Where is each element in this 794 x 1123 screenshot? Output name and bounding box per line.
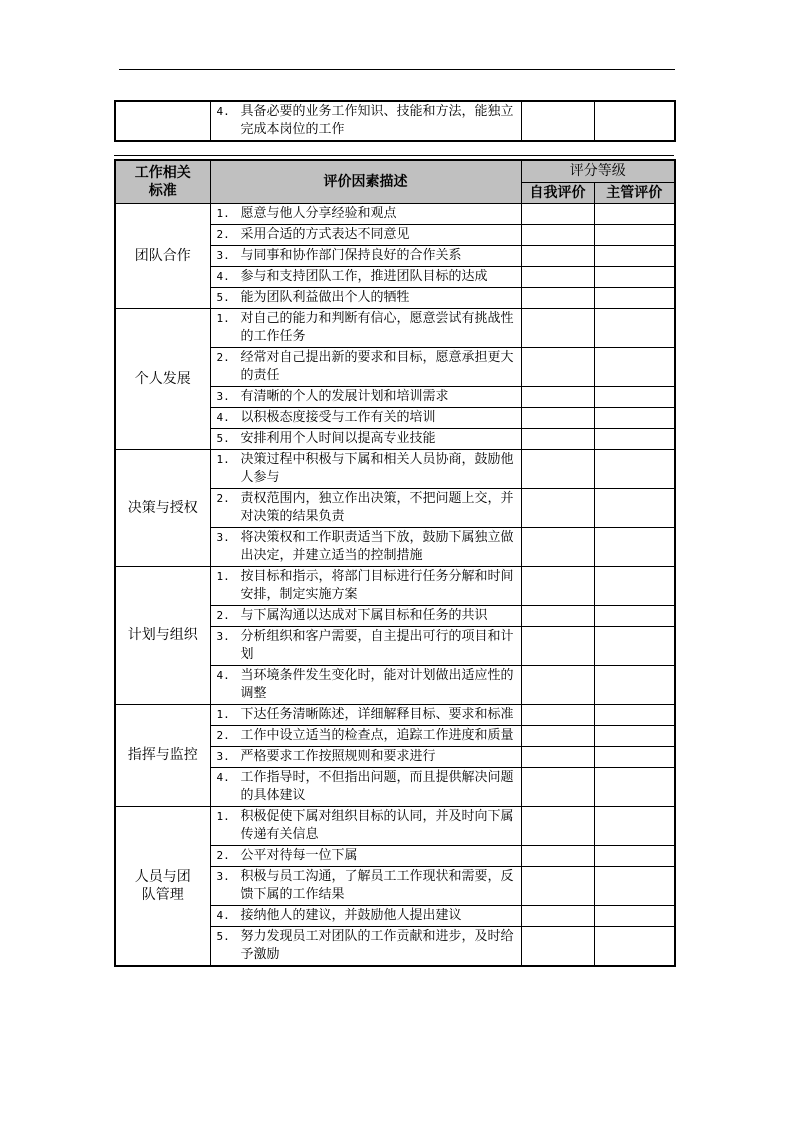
item-text: 对自己的能力和判断有信心，愿意尝试有挑战性的工作任务	[240, 310, 514, 344]
criterion-cell	[210, 287, 521, 308]
manager-score-cell[interactable]	[594, 266, 675, 287]
criterion-cell	[210, 449, 521, 488]
item-number: 2.	[216, 491, 230, 505]
item-number: 1.	[216, 206, 230, 220]
criterion-cell	[210, 347, 521, 386]
page-header-rule	[119, 69, 675, 70]
manager-score-cell[interactable]	[594, 905, 675, 926]
criterion-cell	[210, 407, 521, 428]
manager-score-cell[interactable]	[594, 308, 675, 347]
self-score-cell[interactable]	[521, 428, 594, 449]
self-score-cell[interactable]	[521, 905, 594, 926]
self-score-cell[interactable]	[521, 767, 594, 806]
self-score-cell[interactable]	[521, 704, 594, 725]
item-text: 与下属沟通以达成对下属目标和任务的共识	[240, 607, 488, 623]
self-score-cell[interactable]	[521, 866, 594, 905]
manager-score-cell[interactable]	[594, 704, 675, 725]
self-score-cell[interactable]	[521, 488, 594, 527]
header-description: 评价因素描述	[210, 160, 521, 203]
table-row	[115, 203, 675, 224]
item-text: 参与和支持团队工作，推进团队目标的达成	[240, 268, 488, 284]
item-text: 积极促使下属对组织目标的认同，并及时向下属传递有关信息	[240, 808, 514, 842]
self-score-cell[interactable]	[521, 203, 594, 224]
criterion-cell	[210, 866, 521, 905]
criterion-cell	[210, 725, 521, 746]
item-number: 5.	[216, 929, 230, 943]
evaluation-body	[115, 203, 675, 966]
item-number: 3.	[216, 629, 230, 643]
criterion-cell	[210, 203, 521, 224]
item-number: 3.	[216, 389, 230, 403]
item-text: 有清晰的个人的发展计划和培训需求	[240, 388, 449, 404]
manager-score-cell[interactable]	[594, 626, 675, 665]
manager-score-cell[interactable]	[594, 245, 675, 266]
item-number: 4.	[216, 770, 230, 784]
table-row	[115, 566, 675, 605]
criterion-cell	[210, 905, 521, 926]
self-score-cell[interactable]	[521, 245, 594, 266]
criterion-cell	[210, 101, 521, 141]
manager-score-cell[interactable]	[594, 101, 675, 141]
header-rating: 评分等级	[521, 160, 675, 182]
table-row	[115, 704, 675, 725]
item-number: 2.	[216, 728, 230, 742]
self-score-cell[interactable]	[521, 725, 594, 746]
item-text: 具备必要的业务工作知识、技能和方法，能独立完成本岗位的工作	[240, 104, 514, 137]
self-score-cell[interactable]	[521, 806, 594, 845]
item-number: 2.	[216, 608, 230, 622]
criterion-cell	[210, 845, 521, 866]
self-score-cell[interactable]	[521, 287, 594, 308]
item-number: 5.	[216, 290, 230, 304]
category-cell: 决策与授权	[115, 449, 210, 566]
criterion-cell	[210, 665, 521, 704]
item-text: 分析组织和客户需要，自主提出可行的项目和计划	[240, 628, 514, 662]
item-number: 4.	[216, 105, 230, 118]
manager-score-cell[interactable]	[594, 605, 675, 626]
item-text: 能为团队利益做出个人的牺牲	[240, 289, 410, 305]
item-text: 积极与员工沟通，了解员工工作现状和需要，反馈下属的工作结果	[240, 868, 514, 902]
evaluation-table	[114, 159, 676, 967]
item-text: 决策过程中积极与下属和相关人员协商，鼓励他人参与	[240, 451, 514, 485]
item-text: 当环境条件发生变化时，能对计划做出适应性的调整	[240, 667, 514, 701]
item-number: 5.	[216, 431, 230, 445]
table-row	[115, 308, 675, 347]
criterion-cell	[210, 566, 521, 605]
table-row	[115, 101, 675, 141]
manager-score-cell[interactable]	[594, 926, 675, 966]
manager-score-cell[interactable]	[594, 224, 675, 245]
self-score-cell[interactable]	[521, 845, 594, 866]
item-number: 1.	[216, 569, 230, 583]
header-manager: 主管评价	[594, 182, 675, 203]
item-number: 2.	[216, 848, 230, 862]
self-score-cell[interactable]	[521, 347, 594, 386]
header-self: 自我评价	[521, 182, 594, 203]
section-divider	[114, 155, 674, 156]
manager-score-cell[interactable]	[594, 725, 675, 746]
manager-score-cell[interactable]	[594, 527, 675, 566]
self-score-cell[interactable]	[521, 665, 594, 704]
self-score-cell[interactable]	[521, 266, 594, 287]
manager-score-cell[interactable]	[594, 488, 675, 527]
item-number: 1.	[216, 809, 230, 823]
header-standard: 工作相关标准	[115, 160, 210, 203]
item-number: 4.	[216, 269, 230, 283]
criterion-cell	[210, 527, 521, 566]
self-score-cell[interactable]	[521, 101, 594, 141]
manager-score-cell[interactable]	[594, 806, 675, 845]
item-number: 4.	[216, 668, 230, 682]
item-number: 4.	[216, 908, 230, 922]
manager-score-cell[interactable]	[594, 428, 675, 449]
criterion-cell	[210, 926, 521, 966]
criterion-cell	[210, 605, 521, 626]
criterion-cell	[210, 767, 521, 806]
item-text: 公平对待每一位下属	[240, 847, 358, 863]
table-row	[115, 449, 675, 488]
manager-score-cell[interactable]	[594, 386, 675, 407]
category-cell	[115, 101, 210, 141]
item-text: 努力发现员工对团队的工作贡献和进步，及时给予激励	[240, 928, 514, 962]
category-cell: 团队合作	[115, 203, 210, 308]
criterion-cell	[210, 746, 521, 767]
self-score-cell[interactable]	[521, 566, 594, 605]
category-cell: 计划与组织	[115, 566, 210, 704]
manager-score-cell[interactable]	[594, 407, 675, 428]
self-score-cell[interactable]	[521, 407, 594, 428]
item-text: 下达任务清晰陈述，详细解释目标、要求和标准	[240, 706, 514, 722]
item-text: 责权范围内，独立作出决策，不把问题上交，并对决策的结果负责	[240, 490, 514, 524]
item-number: 1.	[216, 707, 230, 721]
self-score-cell[interactable]	[521, 746, 594, 767]
criterion-cell	[210, 704, 521, 725]
category-cell: 个人发展	[115, 308, 210, 449]
criterion-cell	[210, 626, 521, 665]
category-cell: 人员与团队管理	[115, 806, 210, 966]
manager-score-cell[interactable]	[594, 845, 675, 866]
criterion-cell	[210, 224, 521, 245]
item-text: 严格要求工作按照规则和要求进行	[240, 748, 436, 764]
item-text: 经常对自己提出新的要求和目标，愿意承担更大的责任	[240, 349, 514, 383]
item-text: 工作中设立适当的检查点，追踪工作进度和质量	[240, 727, 514, 743]
continued-table	[114, 100, 676, 142]
item-number: 4.	[216, 410, 230, 424]
item-number: 3.	[216, 248, 230, 262]
item-text: 按目标和指示，将部门目标进行任务分解和时间安排，制定实施方案	[240, 568, 514, 602]
manager-score-cell[interactable]	[594, 203, 675, 224]
item-text: 以积极态度接受与工作有关的培训	[240, 409, 436, 425]
self-score-cell[interactable]	[521, 308, 594, 347]
self-score-cell[interactable]	[521, 224, 594, 245]
self-score-cell[interactable]	[521, 449, 594, 488]
criterion-cell	[210, 266, 521, 287]
item-number: 2.	[216, 227, 230, 241]
item-text: 工作指导时，不但指出问题，而且提供解决问题的具体建议	[240, 769, 514, 803]
self-score-cell[interactable]	[521, 527, 594, 566]
header-row	[115, 160, 675, 182]
manager-score-cell[interactable]	[594, 347, 675, 386]
criterion-cell	[210, 245, 521, 266]
criterion-cell	[210, 386, 521, 407]
category-cell: 指挥与监控	[115, 704, 210, 806]
item-text: 安排利用个人时间以提高专业技能	[240, 430, 436, 446]
self-score-cell[interactable]	[521, 926, 594, 966]
item-text: 接纳他人的建议，并鼓励他人提出建议	[240, 907, 462, 923]
criterion-cell	[210, 308, 521, 347]
item-number: 1.	[216, 452, 230, 466]
manager-score-cell[interactable]	[594, 767, 675, 806]
item-text: 与同事和协作部门保持良好的合作关系	[240, 247, 462, 263]
criterion-cell	[210, 488, 521, 527]
manager-score-cell[interactable]	[594, 665, 675, 704]
item-number: 2.	[216, 350, 230, 364]
item-number: 3.	[216, 869, 230, 883]
item-text: 愿意与他人分享经验和观点	[240, 205, 397, 221]
self-score-cell[interactable]	[521, 605, 594, 626]
criterion-cell	[210, 428, 521, 449]
item-number: 3.	[216, 749, 230, 763]
self-score-cell[interactable]	[521, 626, 594, 665]
manager-score-cell[interactable]	[594, 566, 675, 605]
criterion-cell	[210, 806, 521, 845]
manager-score-cell[interactable]	[594, 287, 675, 308]
table-row	[115, 806, 675, 845]
item-text: 采用合适的方式表达不同意见	[240, 226, 410, 242]
item-text: 将决策权和工作职责适当下放，鼓励下属独立做出决定，并建立适当的控制措施	[240, 529, 514, 563]
manager-score-cell[interactable]	[594, 746, 675, 767]
manager-score-cell[interactable]	[594, 866, 675, 905]
self-score-cell[interactable]	[521, 386, 594, 407]
item-number: 1.	[216, 311, 230, 325]
manager-score-cell[interactable]	[594, 449, 675, 488]
item-number: 3.	[216, 530, 230, 544]
